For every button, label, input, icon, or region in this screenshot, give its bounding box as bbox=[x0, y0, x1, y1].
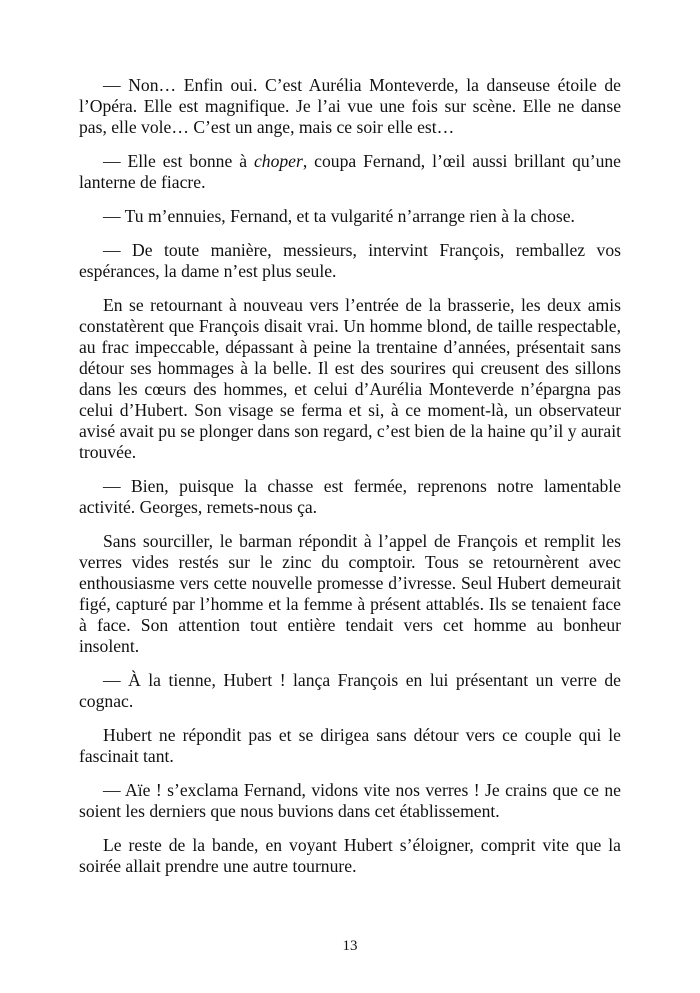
paragraph-text: , coupa Fernand, l’œil aussi brillant qu’une lanterne de fiacre. bbox=[79, 151, 621, 192]
paragraph: — Non… Enfin oui. C’est Aurélia Monteverde, la danseuse étoile de l’Opéra. Elle est magnifique. Je l’ai vue une fois sur scène. Elle ne danse pas, elle vole… C’est un ange, mais ce soir elle est… bbox=[79, 75, 621, 137]
paragraph: — Bien, puisque la chasse est fermée, reprenons notre lamentable activité. Georges, remets-nous ça. bbox=[79, 476, 621, 517]
paragraph: Le reste de la bande, en voyant Hubert s’éloigner, comprit vite que la soirée allait prendre une autre tournure. bbox=[79, 835, 621, 876]
italic-word: choper bbox=[253, 151, 303, 171]
paragraph: Hubert ne répondit pas et se dirigea sans détour vers ce couple qui le fascinait tant. bbox=[79, 725, 621, 766]
paragraph: — À la tienne, Hubert ! lança François en lui présentant un verre de cognac. bbox=[79, 670, 621, 711]
paragraph: En se retournant à nouveau vers l’entrée de la brasserie, les deux amis constatèrent que François disait vrai. Un homme blond, de taille respectable, au frac impeccable, dépassant à peine la trentaine d’années, présentait sans détour ses hommages à la belle. Il est des sourires qui creusent des sillons dans les cœurs des hommes, et celui d’Aurélia Monteverde n’épargna pas celui d’Hubert. Son visage se ferma et si, à ce moment-là, un observateur avisé avait pu se plonger dans son regard, c’est bien de la haine qu’il y aurait trouvée. bbox=[79, 295, 621, 462]
page-number: 13 bbox=[342, 938, 358, 954]
paragraph-text: — Elle est bonne à bbox=[103, 151, 254, 171]
paragraph: — De toute manière, messieurs, intervint François, remballez vos espérances, la dame n’est plus seule. bbox=[79, 240, 621, 281]
paragraph: — Aïe ! s’exclama Fernand, vidons vite nos verres ! Je crains que ce ne soient les derniers que nous buvions dans cet établissement. bbox=[79, 780, 621, 821]
paragraph: Sans sourciller, le barman répondit à l’appel de François et remplit les verres vides restés sur le zinc du comptoir. Tous se retournèrent avec enthousiasme vers cette nouvelle promesse d’ivresse. Seul Hubert demeurait figé, capturé par l’homme et la femme à présent attablés. Ils se tenaient face à face. Son attention tout entière tendait vers cet homme au bonheur insolent. bbox=[79, 531, 621, 656]
body-text bbox=[79, 75, 621, 890]
paragraph: — Tu m’ennuies, Fernand, et ta vulgarité n’arrange rien à la chose. bbox=[103, 206, 575, 226]
paragraph bbox=[79, 151, 621, 193]
